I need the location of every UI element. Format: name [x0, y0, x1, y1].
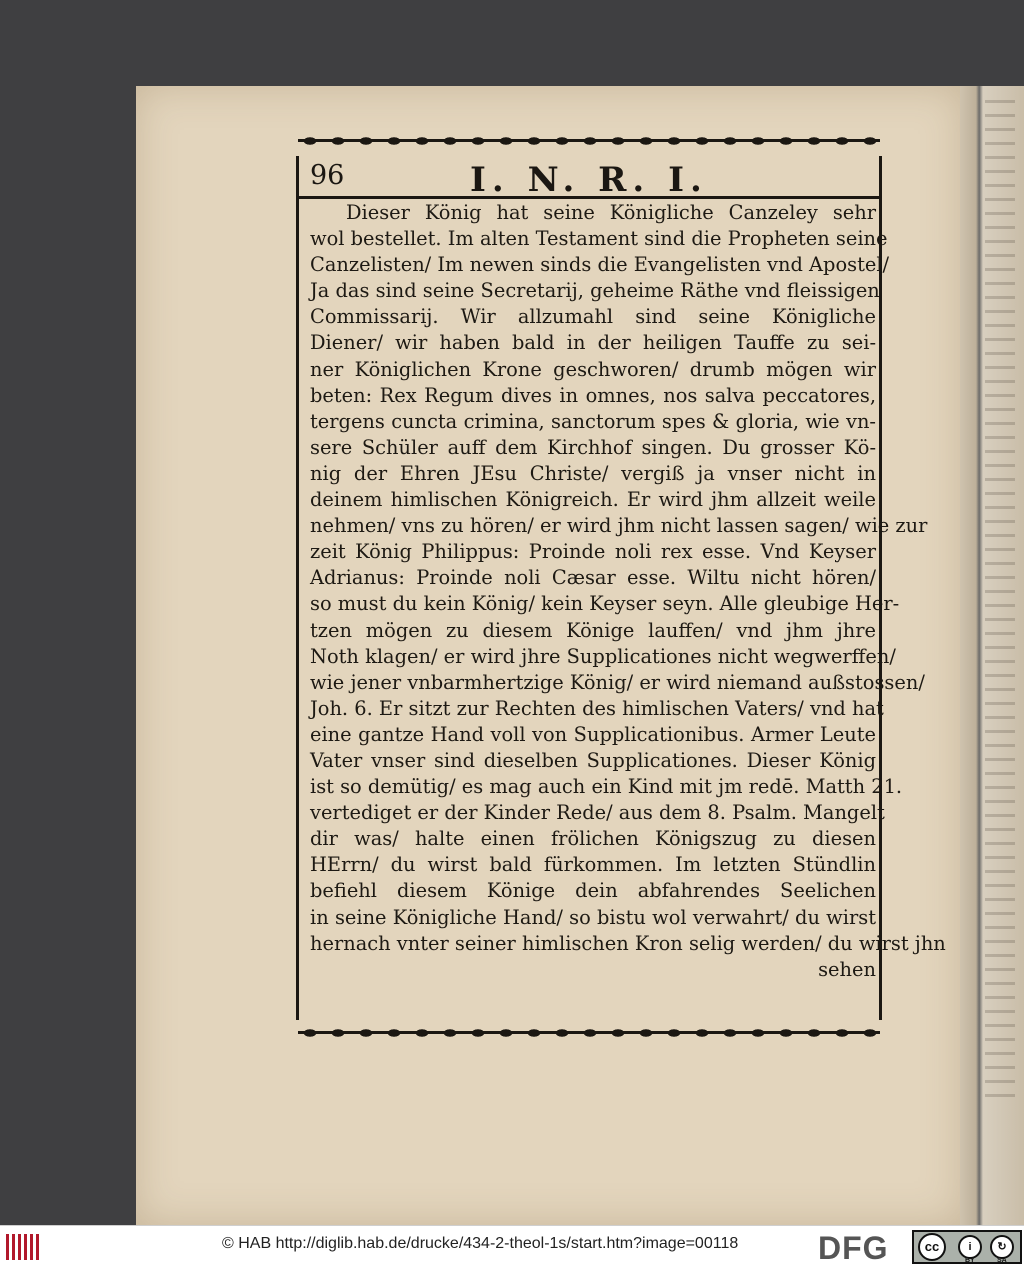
text-line: Canzelisten/ Im newen sinds die Evangelisten vnd Apostel/ [310, 253, 890, 277]
text-line: Ja das sind seine Secretarij, geheime Räthe vnd fleissigen [310, 279, 880, 303]
text-line: Dieser König hat seine Königliche Canzeley sehr [346, 201, 876, 224]
dfg-logo[interactable]: DFG [818, 1230, 889, 1266]
text-line: deinem himlischen Königreich. Er wird jhm allzeit weile [310, 488, 876, 512]
text-line: sere Schüler auff dem Kirchhof singen. Du grosser Kö- [310, 435, 876, 459]
text-line: Vater vnser sind dieselben Supplicationes. Dieser König [310, 748, 876, 772]
text-line: sehen [818, 957, 876, 981]
text-line: dir was/ halte einen frölichen Königszug zu diesen [310, 827, 876, 851]
text-line: befiehl diesem Könige dein abfahrendes Seelichen [310, 879, 876, 903]
text-line: nig der Ehren JEsu Christe/ vergiß ja vnser nicht in [310, 461, 876, 485]
share-alike-icon: ↻ [990, 1235, 1014, 1259]
footer-credit-link[interactable]: © HAB http://diglib.hab.de/drucke/434-2-theol-1s/start.htm?image=00118 [222, 1235, 739, 1252]
text-line: wol bestellet. Im alten Testament sind die Propheten seine [310, 227, 888, 251]
text-line: Adrianus: Proinde noli Cæsar esse. Wiltu nicht hören/ [310, 566, 876, 590]
text-line: tergens cuncta crimina, sanctorum spes & gloria, wie vn- [310, 409, 876, 433]
text-line: vertediget er der Kinder Rede/ aus dem 8. Psalm. Mangelt [310, 801, 885, 825]
running-head: I. N. R. I. [470, 160, 708, 200]
text-line: Commissarij. Wir allzumahl sind seine Königliche [310, 305, 876, 329]
page-text [310, 200, 946, 983]
top-ornament-border [298, 130, 880, 152]
text-line: ist so demütig/ es mag auch ein Kind mit jm redē. Matth 21. [310, 775, 903, 799]
text-line: tzen mögen zu diesem Könige lauffen/ vnd jhm jhre [310, 618, 876, 642]
text-line: so must du kein König/ kein Keyser seyn. Alle gleubige Her- [310, 592, 900, 616]
bottom-ornament-border [298, 1022, 880, 1044]
text-line: Noth klagen/ er wird jhre Supplicationes nicht wegwerffen/ [310, 644, 896, 668]
hab-logo-icon[interactable] [6, 1234, 40, 1260]
text-line: Diener/ wir haben bald in der heiligen Tauffe zu sei- [310, 331, 876, 355]
text-line: wie jener vnbarmhertzige König/ er wird niemand außstossen/ [310, 670, 925, 694]
next-page-edge-text [985, 100, 1015, 1100]
page-number: 96 [310, 160, 345, 191]
text-line: in seine Königliche Hand/ so bistu wol verwahrt/ du wirst [310, 905, 876, 929]
by-label: BY [965, 1257, 975, 1264]
footer-bar [0, 1225, 1024, 1268]
text-line: ner Königlichen Krone geschworen/ drumb mögen wir [310, 357, 876, 381]
text-line: HErrn/ du wirst bald fürkommen. Im letzten Stündlin [310, 853, 876, 877]
text-line: hernach vnter seiner himlischen Kron selig werden/ du wirst jhn [310, 931, 946, 955]
attribution-icon: i [958, 1235, 982, 1259]
cc-icon: cc [918, 1233, 946, 1261]
cc-license-badge[interactable] [912, 1230, 1022, 1264]
text-line: eine gantze Hand voll von Supplicationibus. Armer Leute [310, 722, 876, 746]
text-line: zeit König Philippus: Proinde noli rex esse. Vnd Keyser [310, 540, 876, 564]
text-line: nehmen/ vns zu hören/ er wird jhm nicht lassen sagen/ wie zur [310, 514, 928, 538]
sa-label: SA [997, 1257, 1007, 1264]
text-line: beten: Rex Regum dives in omnes, nos salva peccatores, [310, 383, 876, 407]
text-line: Joh. 6. Er sitzt zur Rechten des himlischen Vaters/ vnd hat [310, 696, 884, 720]
